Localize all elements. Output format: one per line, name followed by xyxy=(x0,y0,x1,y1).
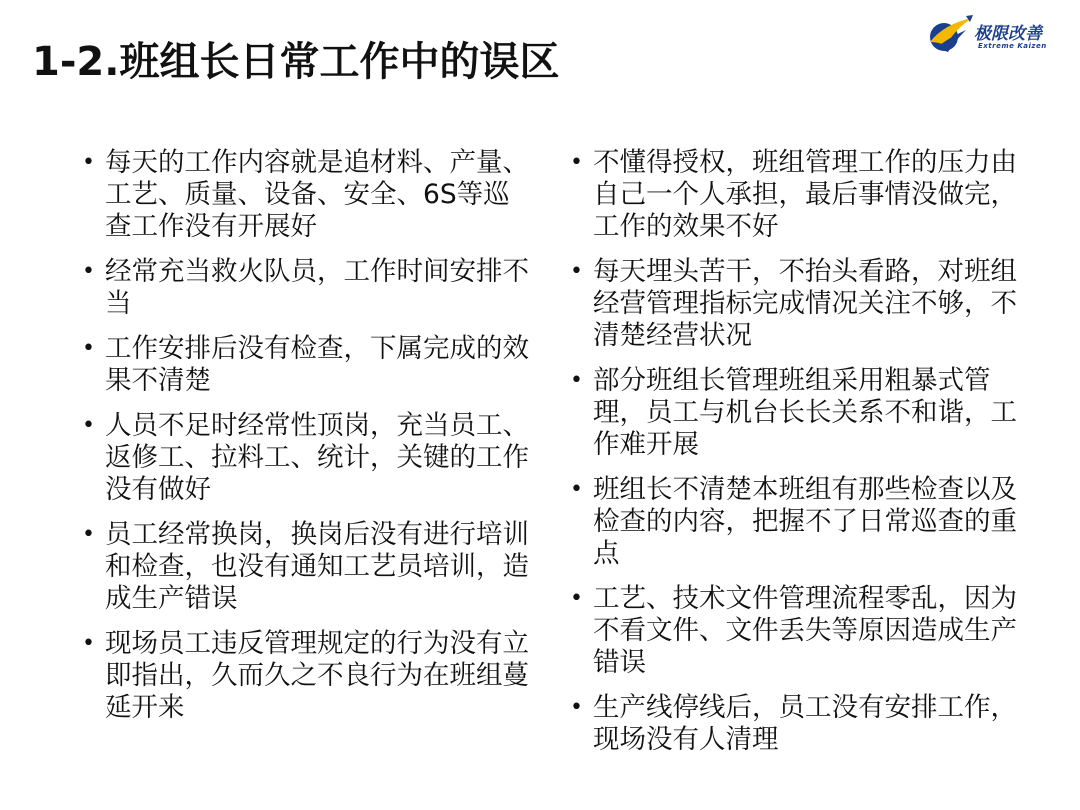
bullet-dot-icon: • xyxy=(570,368,583,393)
left-bullet-list xyxy=(80,147,530,737)
bullet-text: 现场员工违反管理规定的行为没有立即指出，久而久之不良行为在班组蔓延开来 xyxy=(105,628,529,723)
slide-title: 1-2.班组长日常工作中的误区 xyxy=(32,39,560,85)
bullet-dot-icon: • xyxy=(570,477,583,502)
bullet-text: 经常充当救火队员，工作时间安排不当 xyxy=(105,256,529,319)
bullet-item xyxy=(80,519,530,615)
bullet-item xyxy=(568,147,1028,243)
bullet-text: 生产线停线后，员工没有安排工作，现场没有人清理 xyxy=(593,692,1017,755)
bullet-dot-icon: • xyxy=(82,259,95,284)
bullet-text: 每天埋头苦干，不抬头看路，对班组经营管理指标完成情况关注不够，不清楚经营状况 xyxy=(593,256,1017,351)
bullet-text: 员工经常换岗，换岗后没有进行培训和检查，也没有通知工艺员培训，造成生产错误 xyxy=(105,519,529,614)
bullet-dot-icon: • xyxy=(82,150,95,175)
bullet-item xyxy=(80,147,530,243)
bullet-dot-icon: • xyxy=(82,631,95,656)
right-bullet-list xyxy=(568,147,1028,769)
bullet-dot-icon: • xyxy=(82,413,95,438)
bullet-text: 工作安排后没有检查，下属完成的效果不清楚 xyxy=(105,333,529,396)
bullet-dot-icon: • xyxy=(570,259,583,284)
bullet-item xyxy=(568,692,1028,756)
bullet-item xyxy=(80,628,530,724)
bullet-dot-icon: • xyxy=(570,695,583,720)
bullet-item xyxy=(568,474,1028,570)
bullet-text: 工艺、技术文件管理流程零乱，因为不看文件、文件丢失等原因造成生产错误 xyxy=(593,583,1017,678)
logo-swoosh-icon xyxy=(926,12,976,58)
bullet-dot-icon: • xyxy=(82,522,95,547)
logo-subtitle: Extreme Kaizen xyxy=(978,42,1047,50)
bullet-item xyxy=(568,583,1028,679)
bullet-item xyxy=(568,365,1028,461)
bullet-item xyxy=(80,256,530,320)
bullet-text: 人员不足时经常性顶岗，充当员工、返修工、拉料工、统计，关键的工作没有做好 xyxy=(105,410,529,505)
company-logo xyxy=(926,12,1066,58)
bullet-dot-icon: • xyxy=(570,150,583,175)
bullet-text: 部分班组长管理班组采用粗暴式管理，员工与机台长长关系不和谐，工作难开展 xyxy=(593,365,1017,460)
bullet-text: 不懂得授权，班组管理工作的压力由自己一个人承担，最后事情没做完，工作的效果不好 xyxy=(593,147,1017,242)
bullet-dot-icon: • xyxy=(570,586,583,611)
bullet-dot-icon: • xyxy=(82,336,95,361)
bullet-text: 班组长不清楚本班组有那些检查以及检查的内容，把握不了日常巡查的重点 xyxy=(593,474,1017,569)
logo-name: 极限改善 xyxy=(974,24,1042,44)
bullet-item xyxy=(568,256,1028,352)
bullet-item xyxy=(80,410,530,506)
bullet-item xyxy=(80,333,530,397)
bullet-text: 每天的工作内容就是追材料、产量、工艺、质量、设备、安全、6S等巡查工作没有开展好 xyxy=(105,147,529,242)
